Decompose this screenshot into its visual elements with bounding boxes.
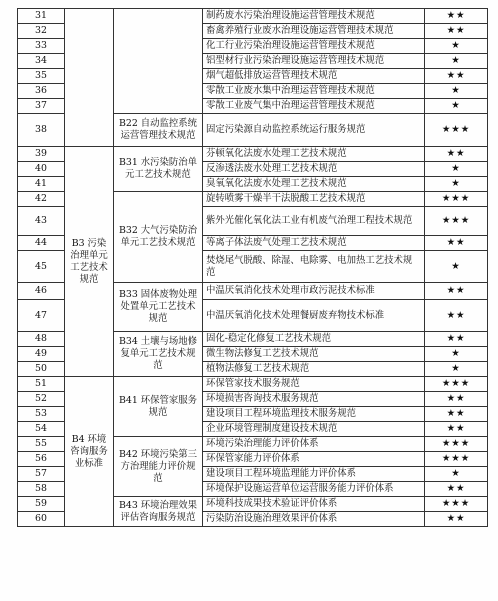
row-number: 40 bbox=[18, 162, 65, 177]
priority-stars: ★★ bbox=[425, 512, 488, 527]
priority-stars: ★★ bbox=[425, 482, 488, 497]
subcategory-b32: B32 大气污染防治单元工艺技术规范 bbox=[114, 192, 203, 283]
priority-stars: ★ bbox=[425, 177, 488, 192]
standard-name: 环境污染治理能力评价体系 bbox=[203, 437, 425, 452]
priority-stars: ★ bbox=[425, 467, 488, 482]
priority-stars: ★★★ bbox=[425, 114, 488, 147]
priority-stars: ★★ bbox=[425, 9, 488, 24]
standard-name: 环保管家能力评价体系 bbox=[203, 452, 425, 467]
row-number: 32 bbox=[18, 24, 65, 39]
standard-name: 环境科技成果技术验证评价体系 bbox=[203, 497, 425, 512]
row-number: 42 bbox=[18, 192, 65, 207]
standard-name: 建设项目工程环境监理能力评价体系 bbox=[203, 467, 425, 482]
priority-stars: ★★ bbox=[425, 392, 488, 407]
standard-name: 中温厌氧消化技术处理市政污泥技术标准 bbox=[203, 283, 425, 300]
row-number: 53 bbox=[18, 407, 65, 422]
standard-name: 建设项目工程环境监理技术服务规范 bbox=[203, 407, 425, 422]
standard-name: 焚烧尾气脱酸、除湿、电除雾、电加热工艺技术规范 bbox=[203, 251, 425, 283]
standard-name: 畜禽养殖行业废水治理设施运营管理技术规范 bbox=[203, 24, 425, 39]
standard-name: 紫外光催化氧化法工业有机废气治理工程技术规范 bbox=[203, 207, 425, 236]
subcategory-b34: B34 土壤与场地修复单元工艺技术规范 bbox=[114, 332, 203, 377]
standard-name: 芬顿氧化法废水处理工艺技术规范 bbox=[203, 147, 425, 162]
standard-name: 制药废水污染治理设施运营管理技术规范 bbox=[203, 9, 425, 24]
standard-name: 植物法修复工艺技术规范 bbox=[203, 362, 425, 377]
standard-name: 固定污染源自动监控系统运行服务规范 bbox=[203, 114, 425, 147]
standard-name: 固化-稳定化修复工艺技术规范 bbox=[203, 332, 425, 347]
priority-stars: ★ bbox=[425, 162, 488, 177]
standard-name: 旋转喷雾干燥半干法脱酸工艺技术规范 bbox=[203, 192, 425, 207]
row-number: 58 bbox=[18, 482, 65, 497]
subcategory-b22: B22 自动监控系统运营管理技术规范 bbox=[114, 114, 203, 147]
standard-name: 中温厌氧消化技术处理餐厨废弃物技术标准 bbox=[203, 300, 425, 332]
standard-name: 反渗透法废水处理工艺技术规范 bbox=[203, 162, 425, 177]
standard-name: 铝型材行业污染治理设施运营管理技术规范 bbox=[203, 54, 425, 69]
priority-stars: ★★ bbox=[425, 300, 488, 332]
subcategory-cell-empty bbox=[114, 9, 203, 114]
row-number: 43 bbox=[18, 207, 65, 236]
standard-name: 环境保护设施运营单位运营服务能力评价体系 bbox=[203, 482, 425, 497]
standard-name: 企业环境管理制度建设技术规范 bbox=[203, 422, 425, 437]
row-number: 45 bbox=[18, 251, 65, 283]
table-row bbox=[18, 377, 488, 392]
row-number: 39 bbox=[18, 147, 65, 162]
priority-stars: ★★ bbox=[425, 407, 488, 422]
priority-stars: ★★★ bbox=[425, 452, 488, 467]
category-b4: B4 环境咨询服务业标准 bbox=[65, 377, 114, 527]
priority-stars: ★★ bbox=[425, 147, 488, 162]
subcategory-b31: B31 水污染防治单元工艺技术规范 bbox=[114, 147, 203, 192]
standard-name: 臭氧氧化法废水处理工艺技术规范 bbox=[203, 177, 425, 192]
priority-stars: ★★ bbox=[425, 24, 488, 39]
row-number: 47 bbox=[18, 300, 65, 332]
standards-table bbox=[17, 8, 488, 527]
row-number: 35 bbox=[18, 69, 65, 84]
priority-stars: ★★★ bbox=[425, 207, 488, 236]
row-number: 46 bbox=[18, 283, 65, 300]
priority-stars: ★★★ bbox=[425, 497, 488, 512]
standard-name: 污染防治设施治理效果评价体系 bbox=[203, 512, 425, 527]
row-number: 56 bbox=[18, 452, 65, 467]
category-cell-empty bbox=[65, 9, 114, 147]
standard-name: 微生物法修复工艺技术规范 bbox=[203, 347, 425, 362]
subcategory-b33: B33 固体废物处理处置单元工艺技术规范 bbox=[114, 283, 203, 332]
standard-name: 零散工业废气集中治理运营管理技术规范 bbox=[203, 99, 425, 114]
row-number: 57 bbox=[18, 467, 65, 482]
category-b3: B3 污染治理单元工艺技术规范 bbox=[65, 147, 114, 377]
row-number: 54 bbox=[18, 422, 65, 437]
row-number: 51 bbox=[18, 377, 65, 392]
standard-name: 零散工业废水集中治理运营管理技术规范 bbox=[203, 84, 425, 99]
priority-stars: ★★ bbox=[425, 283, 488, 300]
standard-name: 环保管家技术服务规范 bbox=[203, 377, 425, 392]
row-number: 55 bbox=[18, 437, 65, 452]
priority-stars: ★ bbox=[425, 362, 488, 377]
subcategory-b42: B42 环境污染第三方治理能力评价规范 bbox=[114, 437, 203, 497]
priority-stars: ★★ bbox=[425, 69, 488, 84]
row-number: 49 bbox=[18, 347, 65, 362]
priority-stars: ★ bbox=[425, 251, 488, 283]
row-number: 34 bbox=[18, 54, 65, 69]
priority-stars: ★ bbox=[425, 54, 488, 69]
row-number: 38 bbox=[18, 114, 65, 147]
subcategory-b41: B41 环保管家服务规范 bbox=[114, 377, 203, 437]
row-number: 52 bbox=[18, 392, 65, 407]
table-row bbox=[18, 9, 488, 24]
priority-stars: ★★ bbox=[425, 332, 488, 347]
priority-stars: ★ bbox=[425, 39, 488, 54]
table-row bbox=[18, 147, 488, 162]
row-number: 48 bbox=[18, 332, 65, 347]
priority-stars: ★ bbox=[425, 347, 488, 362]
row-number: 31 bbox=[18, 9, 65, 24]
row-number: 60 bbox=[18, 512, 65, 527]
row-number: 33 bbox=[18, 39, 65, 54]
standard-name: 化工行业污染治理设施运营管理技术规范 bbox=[203, 39, 425, 54]
standard-name: 烟气超低排放运营管理技术规范 bbox=[203, 69, 425, 84]
row-number: 50 bbox=[18, 362, 65, 377]
row-number: 37 bbox=[18, 99, 65, 114]
priority-stars: ★★★ bbox=[425, 437, 488, 452]
subcategory-b43: B43 环境治理效果评估咨询服务规范 bbox=[114, 497, 203, 527]
row-number: 41 bbox=[18, 177, 65, 192]
priority-stars: ★ bbox=[425, 84, 488, 99]
standard-name: 等离子体法废气处理工艺技术规范 bbox=[203, 236, 425, 251]
priority-stars: ★★ bbox=[425, 422, 488, 437]
standard-name: 环境损害咨询技术服务规范 bbox=[203, 392, 425, 407]
priority-stars: ★★★ bbox=[425, 377, 488, 392]
priority-stars: ★★★ bbox=[425, 192, 488, 207]
row-number: 36 bbox=[18, 84, 65, 99]
row-number: 59 bbox=[18, 497, 65, 512]
priority-stars: ★ bbox=[425, 99, 488, 114]
priority-stars: ★★ bbox=[425, 236, 488, 251]
row-number: 44 bbox=[18, 236, 65, 251]
